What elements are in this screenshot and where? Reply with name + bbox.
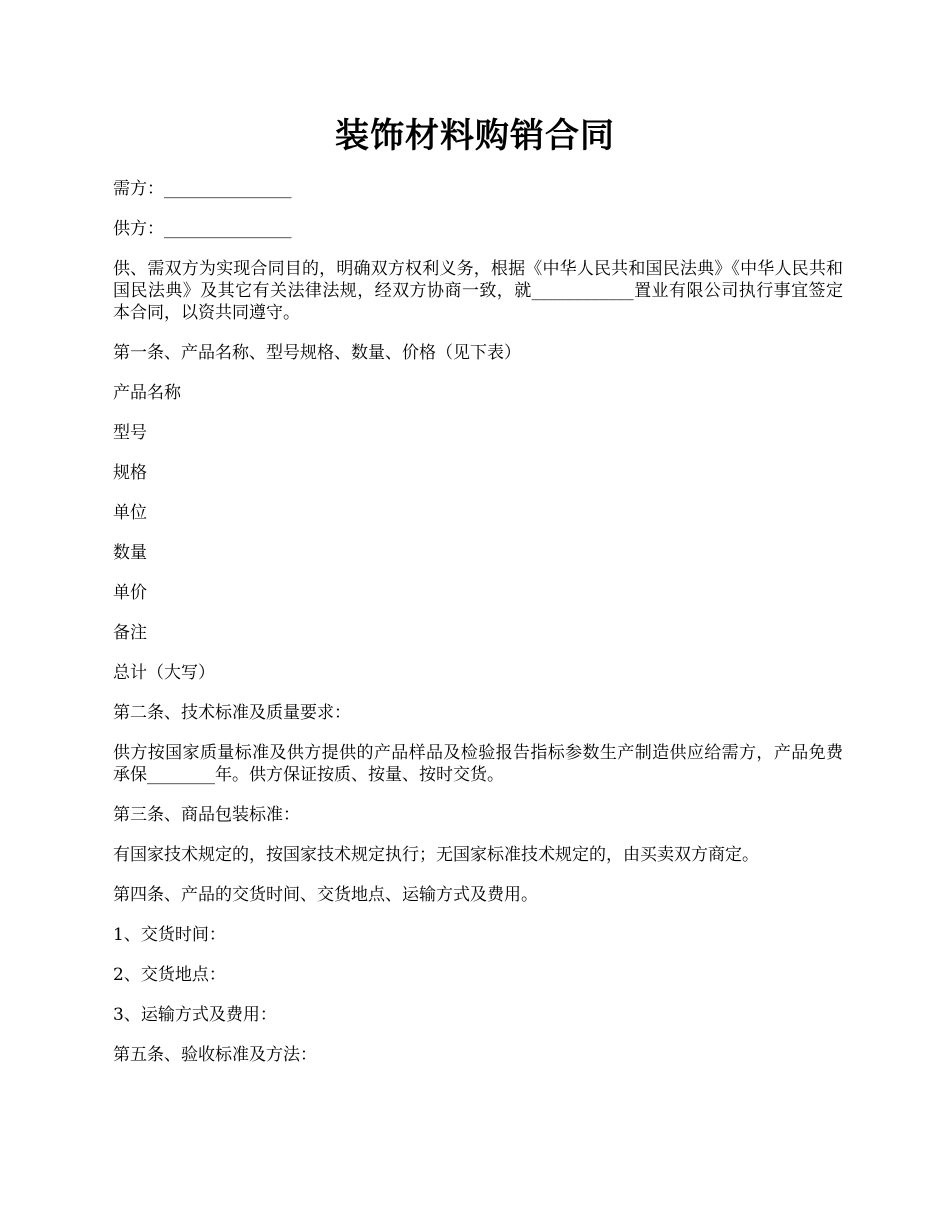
article-4-heading: 第四条、产品的交货时间、交货地点、运输方式及费用。	[113, 885, 538, 905]
field-model: 型号	[113, 423, 147, 443]
article-5-heading: 第五条、验收标准及方法：	[113, 1045, 317, 1065]
delivery-location-line: 2、交货地点：	[113, 965, 226, 985]
document-title: 装饰材料购销合同	[335, 116, 615, 156]
field-quantity: 数量	[113, 543, 147, 563]
field-specification: 规格	[113, 463, 147, 483]
document-body	[113, 178, 843, 1084]
transport-method-line: 3、运输方式及费用：	[113, 1005, 277, 1025]
article-2-body: 供方按国家质量标准及供方提供的产品样品及检验报告指标参数生产制造供应给需方，产品免费承保________年。供方保证按质、按量、按时交货。	[113, 743, 843, 785]
field-total: 总计（大写）	[113, 663, 215, 683]
article-3-heading: 第三条、商品包装标准：	[113, 805, 300, 825]
article-3-body: 有国家技术规定的，按国家技术规定执行；无国家标准技术规定的，由买卖双方商定。	[113, 845, 759, 865]
field-unit-price: 单价	[113, 583, 147, 603]
preamble-paragraph: 供、需双方为实现合同目的，明确双方权利义务，根据《中华人民共和国民法典》《中华人民共和国民法典》及其它有关法律法规，经双方协商一致，就____________置业有限公司执行事宜签定本合同，以资共同遵守。	[113, 259, 843, 323]
field-unit: 单位	[113, 503, 147, 523]
article-1-heading: 第一条、产品名称、型号规格、数量、价格（见下表）	[113, 343, 521, 363]
demand-party-line: 需方：_______________	[113, 179, 292, 199]
article-2-heading: 第二条、技术标准及质量要求：	[113, 703, 351, 723]
supply-party-line: 供方：_______________	[113, 219, 292, 239]
delivery-time-line: 1、交货时间：	[113, 925, 226, 945]
field-product-name: 产品名称	[113, 383, 181, 403]
field-remarks: 备注	[113, 623, 147, 643]
